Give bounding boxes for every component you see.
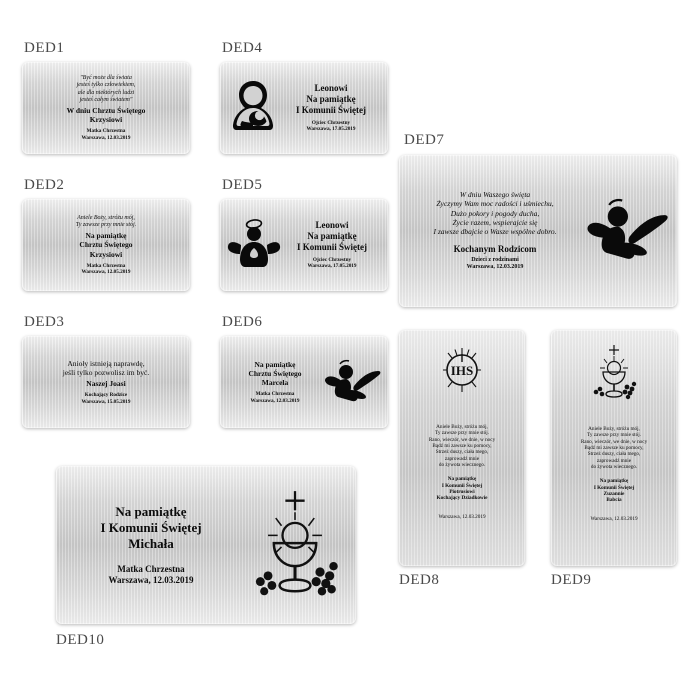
ded3-signature: Kochający Rodzice (84, 392, 128, 399)
ded7-quote-line4: Życie razem, wspierajcie się (452, 217, 538, 227)
ded9-quote-line1: Aniele Boży, stróżu mój, (588, 426, 640, 432)
ded8-quote-line1: Aniele Boży, stróżu mój, (436, 424, 488, 430)
ded6-title-line2: Chrztu Świętego (248, 369, 302, 379)
ded7-title-line1: Kochanym Rodzicom (453, 244, 537, 255)
plaque-ded9[interactable] (551, 330, 677, 566)
ded8-quote-line5: Strzeż duszy, ciała mego, (435, 449, 489, 456)
ded8-place-date: Warszawa, 12.03.2019 (438, 513, 486, 520)
ded9-title-line3: Zuzannie (603, 491, 625, 498)
ded6-place-date: Warszawa, 12.03.2019 (250, 397, 300, 404)
praying-angel-icon (226, 215, 282, 275)
ded3-place-date: Warszawa, 15.05.2019 (81, 398, 131, 405)
plaque-ded5[interactable] (220, 199, 388, 291)
ded6-title-line3: Marcela (261, 378, 289, 388)
ded10-title-line2: I Komunii Świętej (100, 520, 202, 536)
ded9-quote-line5: Strzeż duszy, ciała mego, (587, 451, 641, 458)
ded8-title-line3: Piotrusiowi (449, 489, 475, 496)
ded1-place-date: Warszawa, 12.03.2019 (81, 134, 131, 141)
ded10-title-line3: Michała (128, 535, 174, 551)
ded8-quote-line3: Rano, wieczór, we dnie, w nocy (428, 436, 496, 443)
ded6-title-line1: Na pamiątkę (254, 359, 296, 369)
ded8-quote-line4: Bądź mi zawsze ku pomocy, (432, 443, 492, 450)
ded6-signature: Matka Chrzestna (255, 391, 295, 398)
label-ded9: DED9 (551, 572, 592, 588)
chalice-grapes-icon (240, 489, 350, 601)
madonna-child-icon (226, 77, 280, 139)
ded5-title-line1: Leonowi (315, 220, 349, 231)
ded3-quote-line2: jeśli tylko pozwolisz im być. (62, 368, 150, 378)
ded9-place-date: Warszawa, 12.03.2019 (590, 515, 638, 522)
ded4-title-line1: Leonowi (314, 83, 348, 94)
plaque-ded2[interactable] (22, 199, 190, 291)
ded8-title-line2: I Komunii Świętej (441, 482, 483, 489)
ded9-title-line2: I Komunii Świętej (593, 484, 635, 491)
label-ded2: DED2 (24, 177, 65, 193)
ded9-title-line4: Babcia (606, 497, 622, 504)
ded10-title-line1: Na pamiątkę (115, 504, 187, 520)
ded1-quote-line2: jesteś tylko człowiekiem, (76, 82, 136, 89)
ded8-quote-line6: zaprowadź mnie (444, 455, 480, 462)
flying-angel-icon (585, 183, 671, 279)
ded2-signature: Matka Chrzestna (86, 262, 126, 269)
label-ded5: DED5 (222, 177, 263, 193)
ded1-quote-line1: "Być może dla świata (80, 74, 132, 81)
label-ded3: DED3 (24, 314, 65, 330)
ded7-quote-line5: I zawsze dbajcie o Wasze wspólne dobro. (433, 226, 557, 236)
ded8-quote-line2: Ty zawsze przy mnie stój. (435, 430, 489, 437)
svg-text:IHS: IHS (450, 363, 474, 378)
plaque-ded7[interactable] (399, 155, 677, 307)
flying-angel-icon (324, 350, 382, 414)
ded9-quote-line2: Ty zawsze przy mnie stój. (587, 432, 641, 439)
label-ded6: DED6 (222, 314, 263, 330)
ded9-quote-line4: Bądź mi zawsze ku pomocy, (584, 445, 644, 452)
ded1-title-line2: Krzysiowi (89, 115, 123, 125)
ded2-quote-line2: Ty zawsze przy mnie stój. (75, 221, 137, 228)
ded2-title-line2: Chrztu Świętego (79, 240, 133, 250)
ded4-title-line2: Na pamiątkę (306, 94, 356, 105)
label-ded1: DED1 (24, 40, 65, 56)
ded10-signature-line1: Matka Chrzestna (117, 563, 185, 574)
ded3-quote-line1: Anioły istnieją naprawdę, (67, 358, 145, 368)
ded7-quote-line2: Życzymy Wam moc radości i uśmiechu, (436, 199, 554, 209)
ded7-place-date: Warszawa, 12.03.2019 (466, 264, 524, 271)
ded4-title-line3: I Komunii Świętej (295, 105, 366, 116)
ded9-quote-line3: Rano, wieczór, we dnie, w nocy (580, 438, 648, 445)
ded5-place-date: Warszawa, 17.05.2019 (307, 263, 357, 270)
ded8-title-line4: Kochający Dziadkowie (436, 495, 488, 502)
ded4-signature: Ojciec Chrzestny (311, 120, 351, 127)
ded7-quote-line3: Dużo pokory i pogody ducha, (450, 208, 540, 218)
ded1-title-line1: W dniu Chrztu Świętego (66, 106, 146, 116)
label-ded7: DED7 (404, 132, 445, 148)
ded5-title-line2: Na pamiątkę (307, 231, 357, 242)
chalice-grapes-icon (557, 344, 671, 402)
ded4-place-date: Warszawa, 17.05.2019 (306, 126, 356, 133)
ded3-title-line1: Naszej Joasi (86, 379, 126, 389)
ded1-signature: Matka Chrzestna (86, 128, 126, 135)
ded7-quote-line1: W dniu Waszego święta (459, 190, 531, 200)
label-ded10: DED10 (56, 632, 105, 648)
ded9-quote-line7: do żywota wiecznego. (590, 464, 638, 471)
plaque-ded4[interactable] (220, 62, 388, 154)
ded2-place-date: Warszawa, 12.05.2019 (81, 269, 131, 276)
ded8-title-line1: Na pamiątkę (447, 476, 477, 483)
ded9-title-line1: Na pamiątkę (599, 478, 629, 485)
ihs-emblem-icon (405, 346, 519, 392)
ded1-quote-line3: ale dla niektórych ludzi (77, 89, 135, 96)
plaque-ded1[interactable] (22, 62, 190, 154)
ded5-signature: Ojciec Chrzestny (312, 257, 352, 264)
ded8-quote-line7: do żywota wiecznego. (438, 462, 486, 469)
ded2-quote-line1: Aniele Boży, stróżu mój, (77, 214, 135, 221)
ded10-signature-line2: Warszawa, 12.03.2019 (108, 574, 194, 585)
ded2-title-line1: Na pamiątkę (85, 231, 127, 241)
ded2-title-line3: Krzysiowi (89, 249, 123, 259)
ded1-quote-line4: jesteś całym światem" (79, 96, 133, 103)
ded5-title-line3: I Komunii Świętej (296, 242, 367, 253)
label-ded8: DED8 (399, 572, 440, 588)
label-ded4: DED4 (222, 40, 263, 56)
plaque-ded3[interactable] (22, 336, 190, 428)
ded9-quote-line6: zaprowadź mnie (596, 457, 632, 464)
plaque-ded8[interactable] (399, 330, 525, 566)
plaque-ded10[interactable] (56, 466, 356, 624)
plaque-ded6[interactable] (220, 336, 388, 428)
ded7-signature: Dzieci z rodzinami (471, 257, 519, 264)
